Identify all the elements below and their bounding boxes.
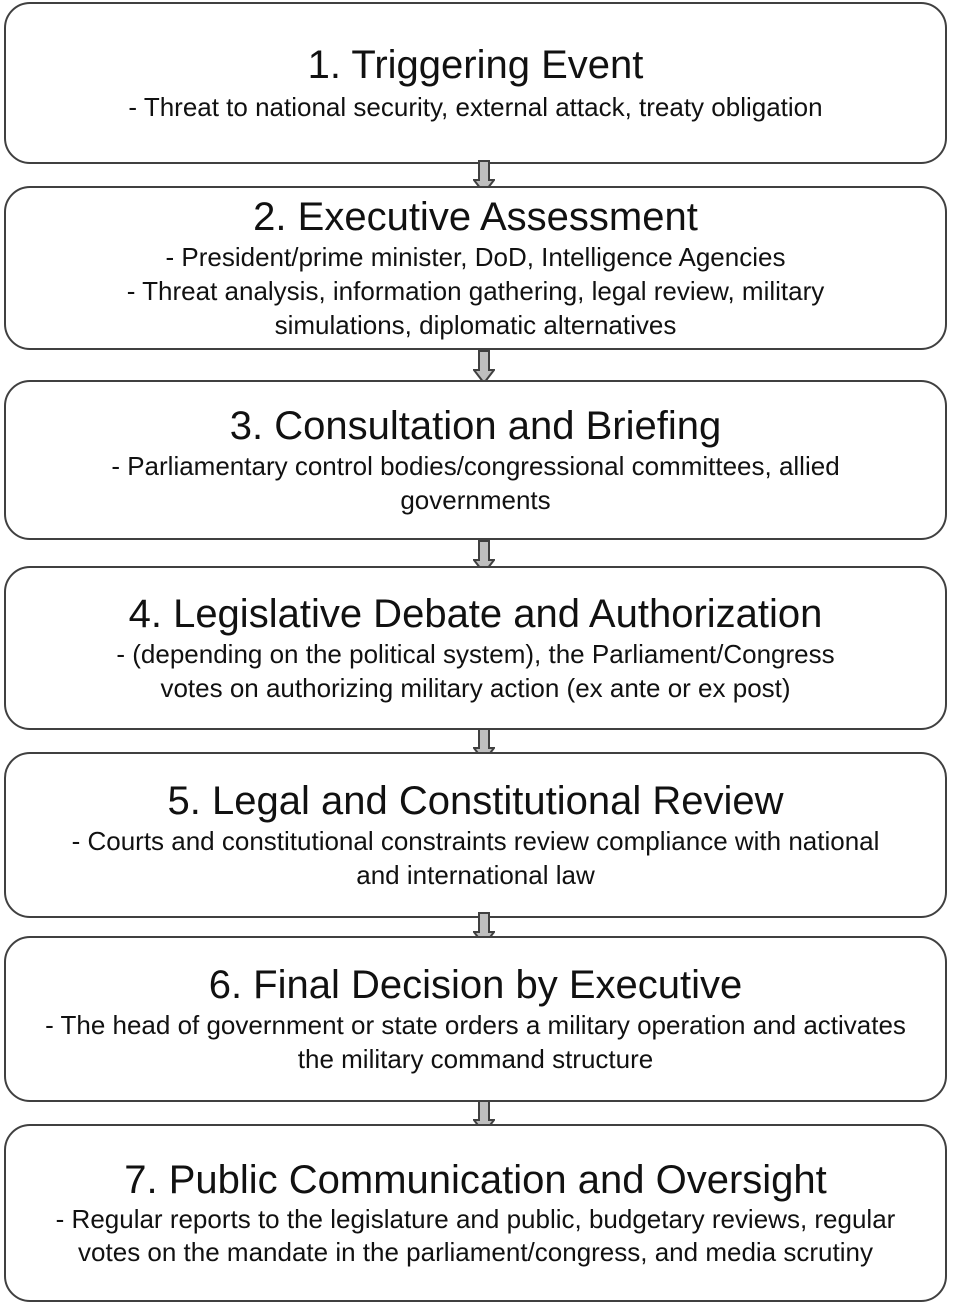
step-box-3 bbox=[4, 380, 947, 540]
step-box-5 bbox=[4, 752, 947, 918]
step-box-4 bbox=[4, 566, 947, 730]
step-title-7: 7. Public Communication and Oversight bbox=[124, 1158, 827, 1202]
step-box-6 bbox=[4, 936, 947, 1102]
step-box-7 bbox=[4, 1124, 947, 1302]
step-detail-7-1: - Regular reports to the legislature and public, budgetary reviews, regular votes on the mandate in the parliament/congress, and media scrutiny bbox=[55, 1204, 896, 1267]
step-title-5: 5. Legal and Constitutional Review bbox=[167, 779, 784, 823]
step-detail-6-1: - The head of government or state orders a military operation and activates the military command structure bbox=[45, 1010, 906, 1074]
step-box-1 bbox=[4, 2, 947, 164]
step-detail-4-1: - (depending on the political system), the Parliament/Congress votes on authorizing military action (ex ante or ex post) bbox=[116, 639, 835, 703]
down-arrow-icon bbox=[473, 350, 495, 384]
step-detail-3-1: - Parliamentary control bodies/congressional committees, allied governments bbox=[111, 451, 840, 515]
step-detail-1-1: - Threat to national security, external attack, treaty obligation bbox=[128, 92, 823, 122]
step-detail-2-1: - President/prime minister, DoD, Intelligence Agencies bbox=[165, 242, 786, 272]
step-title-6: 6. Final Decision by Executive bbox=[208, 963, 743, 1007]
step-detail-2-2: - Threat analysis, information gathering, legal review, military simulations, diplomatic alternatives bbox=[126, 276, 825, 340]
step-box-2 bbox=[4, 186, 947, 350]
step-title-4: 4. Legislative Debate and Authorization bbox=[128, 592, 823, 636]
step-title-1: 1. Triggering Event bbox=[307, 43, 644, 87]
step-title-3: 3. Consultation and Briefing bbox=[229, 404, 722, 448]
step-detail-5-1: - Courts and constitutional constraints review compliance with national and international law bbox=[71, 826, 880, 890]
step-title-2: 2. Executive Assessment bbox=[253, 195, 698, 239]
